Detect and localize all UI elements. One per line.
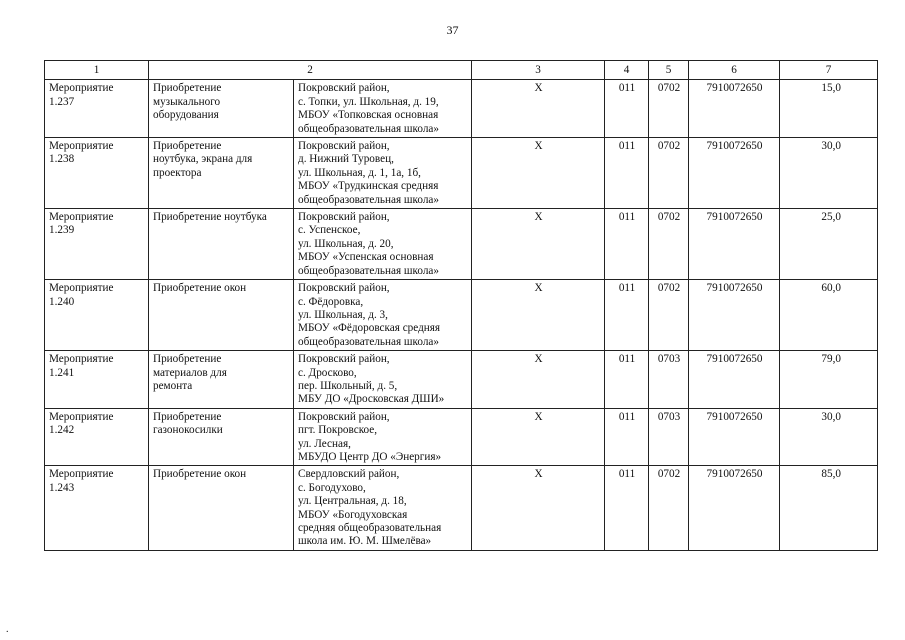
- col6-cell: 7910072650: [689, 466, 780, 550]
- amount-cell: 60,0: [780, 280, 878, 351]
- col6-cell: 7910072650: [689, 138, 780, 209]
- header-col-1: 1: [45, 61, 149, 80]
- address-cell: Покровский район, д. Нижний Туровец, ул. Школьная, д. 1, 1а, 1б, МБОУ «Трудкинская средняя общеобразовательная школа»: [294, 138, 472, 209]
- table-row: [45, 466, 878, 550]
- col3-cell: Х: [472, 138, 605, 209]
- event-id-cell: Мероприятие 1.238: [45, 138, 149, 209]
- address-cell: Покровский район, с. Топки, ул. Школьная, д. 19, МБОУ «Топковская основная общеобразовательная школа»: [294, 80, 472, 138]
- header-col-2: 2: [149, 61, 472, 80]
- event-id-cell: Мероприятие 1.243: [45, 466, 149, 550]
- amount-cell: 15,0: [780, 80, 878, 138]
- event-id-cell: Мероприятие 1.239: [45, 209, 149, 280]
- table-row: [45, 138, 878, 209]
- address-cell: Покровский район, с. Дросково, пер. Школьный, д. 5, МБУ ДО «Дросковская ДШИ»: [294, 351, 472, 409]
- col3-cell: Х: [472, 408, 605, 466]
- col4-cell: 011: [605, 280, 649, 351]
- header-col-3: 3: [472, 61, 605, 80]
- col3-cell: Х: [472, 280, 605, 351]
- col3-cell: Х: [472, 80, 605, 138]
- event-id-cell: Мероприятие 1.242: [45, 408, 149, 466]
- table-row: [45, 280, 878, 351]
- item-name-cell: Приобретение окон: [149, 280, 294, 351]
- col6-cell: 7910072650: [689, 209, 780, 280]
- address-cell: Покровский район, с. Успенское, ул. Школьная, д. 20, МБОУ «Успенская основная общеобразовательная школа»: [294, 209, 472, 280]
- page-number: 37: [446, 23, 459, 37]
- col5-cell: 0702: [649, 138, 689, 209]
- col3-cell: Х: [472, 209, 605, 280]
- table-row: [45, 351, 878, 409]
- col6-cell: 7910072650: [689, 80, 780, 138]
- col5-cell: 0702: [649, 209, 689, 280]
- header-row: [45, 61, 878, 80]
- col3-cell: Х: [472, 466, 605, 550]
- table-row: [45, 408, 878, 466]
- item-name-cell: Приобретение газонокосилки: [149, 408, 294, 466]
- header-col-7: 7: [780, 61, 878, 80]
- col6-cell: 7910072650: [689, 280, 780, 351]
- col4-cell: 011: [605, 80, 649, 138]
- col4-cell: 011: [605, 138, 649, 209]
- event-id-cell: Мероприятие 1.237: [45, 80, 149, 138]
- col4-cell: 011: [605, 466, 649, 550]
- col4-cell: 011: [605, 351, 649, 409]
- event-id-cell: Мероприятие 1.240: [45, 280, 149, 351]
- amount-cell: 30,0: [780, 138, 878, 209]
- item-name-cell: Приобретение музыкального оборудования: [149, 80, 294, 138]
- table-row: [45, 80, 878, 138]
- amount-cell: 85,0: [780, 466, 878, 550]
- col4-cell: 011: [605, 408, 649, 466]
- col5-cell: 0702: [649, 80, 689, 138]
- amount-cell: 79,0: [780, 351, 878, 409]
- table-row: [45, 209, 878, 280]
- header-col-6: 6: [689, 61, 780, 80]
- item-name-cell: Приобретение ноутбука: [149, 209, 294, 280]
- col6-cell: 7910072650: [689, 408, 780, 466]
- footer-mark: .: [6, 624, 9, 635]
- address-cell: Свердловский район, с. Богодухово, ул. Центральная, д. 18, МБОУ «Богодуховская средняя общеобразовательная школа им. Ю. М. Шмелёва»: [294, 466, 472, 550]
- header-col-5: 5: [649, 61, 689, 80]
- item-name-cell: Приобретение материалов для ремонта: [149, 351, 294, 409]
- col5-cell: 0702: [649, 466, 689, 550]
- col5-cell: 0703: [649, 351, 689, 409]
- item-name-cell: Приобретение окон: [149, 466, 294, 550]
- item-name-cell: Приобретение ноутбука, экрана для проектора: [149, 138, 294, 209]
- header-col-4: 4: [605, 61, 649, 80]
- col4-cell: 011: [605, 209, 649, 280]
- event-id-cell: Мероприятие 1.241: [45, 351, 149, 409]
- amount-cell: 30,0: [780, 408, 878, 466]
- address-cell: Покровский район, пгт. Покровское, ул. Лесная, МБУДО Центр ДО «Энергия»: [294, 408, 472, 466]
- address-cell: Покровский район, с. Фёдоровка, ул. Школьная, д. 3, МБОУ «Фёдоровская средняя общеобразовательная школа»: [294, 280, 472, 351]
- col5-cell: 0702: [649, 280, 689, 351]
- col3-cell: Х: [472, 351, 605, 409]
- budget-table: [44, 60, 878, 551]
- amount-cell: 25,0: [780, 209, 878, 280]
- col6-cell: 7910072650: [689, 351, 780, 409]
- col5-cell: 0703: [649, 408, 689, 466]
